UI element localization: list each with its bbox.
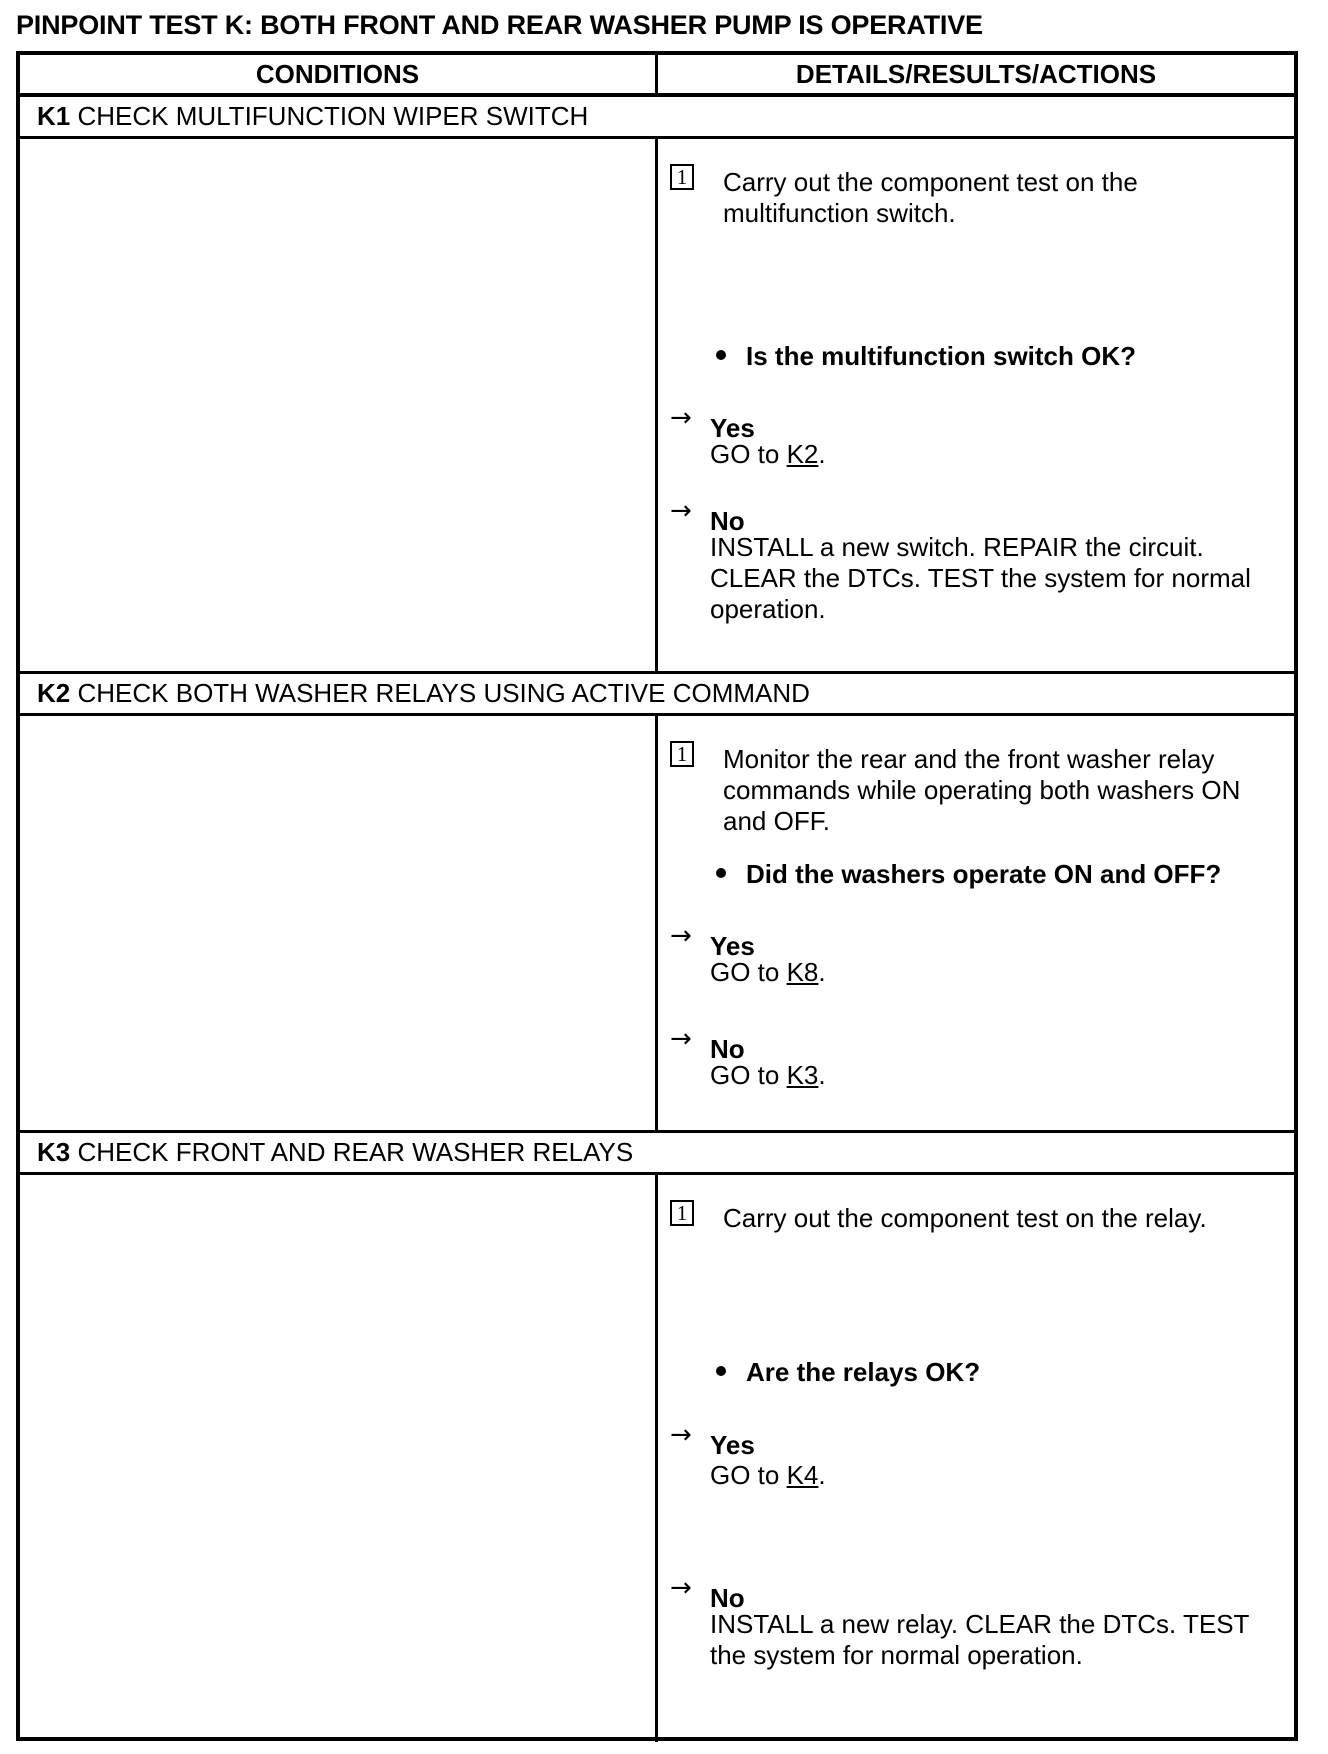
- question-text: Did the washers operate ON and OFF?: [746, 859, 1222, 889]
- header-divider: [20, 93, 1294, 97]
- k3-top-divider: [20, 1130, 1294, 1133]
- arrow-right-icon: →: [670, 403, 692, 433]
- step-id: K2: [37, 678, 71, 708]
- step-id: K1: [37, 101, 71, 131]
- arrow-right-icon: →: [670, 496, 692, 526]
- result-line: CLEAR the DTCs. TEST the system for normal: [710, 563, 1251, 593]
- arrow-right-icon: →: [670, 1024, 692, 1054]
- result-yes-text: [710, 439, 826, 470]
- step-title-k1: [37, 101, 588, 132]
- goto-link-k2[interactable]: K2: [786, 439, 819, 469]
- result-yes-label: Yes: [710, 931, 755, 961]
- result-no-text: [710, 532, 1251, 625]
- pinpoint-test-table: [16, 51, 1298, 1741]
- arrow-right-icon: →: [670, 921, 692, 951]
- question: [716, 859, 1221, 890]
- instruction-line: multifunction switch.: [723, 198, 956, 228]
- result-yes-label: Yes: [710, 1430, 755, 1460]
- result-no-label: No: [710, 1034, 745, 1064]
- question: [716, 341, 1136, 372]
- result-text-prefix: GO to: [710, 439, 787, 469]
- details-header: DETAILS/RESULTS/ACTIONS: [795, 59, 1157, 89]
- instruction-line: commands while operating both washers ON: [723, 775, 1241, 805]
- question: [716, 1357, 980, 1388]
- result-line: operation.: [710, 594, 826, 624]
- step-title-text: CHECK MULTIFUNCTION WIPER SWITCH: [77, 101, 589, 131]
- result-no-text: [710, 1609, 1249, 1671]
- result-text-suffix: .: [818, 439, 826, 469]
- step-title-text: CHECK FRONT AND REAR WASHER RELAYS: [77, 1137, 634, 1167]
- instruction-line: Carry out the component test on the: [723, 167, 1138, 197]
- result-text-prefix: GO to: [710, 957, 787, 987]
- result-text-suffix: .: [818, 957, 826, 987]
- instruction-text: [723, 1203, 1207, 1234]
- bullet-icon: [716, 868, 726, 878]
- arrow-right-icon: →: [670, 1573, 692, 1603]
- step-id: K3: [37, 1137, 71, 1167]
- instruction-text: [723, 167, 1138, 229]
- step-number-box: 1: [670, 741, 694, 767]
- question-text: Are the relays OK?: [746, 1357, 981, 1387]
- result-line: the system for normal operation.: [710, 1640, 1083, 1670]
- step-title-k2: [37, 678, 810, 709]
- step-title-k3: [37, 1137, 633, 1168]
- step-title-text: CHECK BOTH WASHER RELAYS USING ACTIVE COMMAND: [77, 678, 810, 708]
- result-yes-label: Yes: [710, 413, 755, 443]
- result-yes-text: [710, 1460, 826, 1491]
- goto-link-k4[interactable]: K4: [786, 1460, 819, 1490]
- instruction-line: Monitor the rear and the front washer relay: [723, 744, 1215, 774]
- step-number-box: 1: [670, 164, 694, 190]
- result-text-prefix: GO to: [710, 1060, 787, 1090]
- result-text-suffix: .: [818, 1460, 826, 1490]
- bullet-icon: [716, 350, 726, 360]
- instruction-line: Carry out the component test on the relay.: [723, 1203, 1207, 1233]
- arrow-right-icon: →: [670, 1420, 692, 1450]
- goto-link-k8[interactable]: K8: [786, 957, 819, 987]
- result-text-prefix: GO to: [710, 1460, 787, 1490]
- result-text-suffix: .: [818, 1060, 826, 1090]
- page-title: PINPOINT TEST K: BOTH FRONT AND REAR WASHER PUMP IS OPERATIVE: [16, 10, 983, 40]
- goto-link-k3[interactable]: K3: [786, 1060, 819, 1090]
- result-line: INSTALL a new relay. CLEAR the DTCs. TEST: [710, 1609, 1250, 1639]
- conditions-header: CONDITIONS: [255, 59, 420, 89]
- bullet-icon: [716, 1366, 726, 1376]
- k3-column-divider: [655, 1172, 658, 1742]
- result-no-label: No: [710, 506, 745, 536]
- instruction-text: [723, 744, 1240, 837]
- result-no-text: [710, 1060, 826, 1091]
- instruction-line: and OFF.: [723, 806, 830, 836]
- step-number-box: 1: [670, 1200, 694, 1226]
- k2-column-divider: [655, 713, 658, 1130]
- result-line: INSTALL a new switch. REPAIR the circuit.: [710, 532, 1204, 562]
- k2-top-divider: [20, 671, 1294, 674]
- result-yes-text: [710, 957, 826, 988]
- question-text: Is the multifunction switch OK?: [746, 341, 1136, 371]
- k1-column-divider: [655, 136, 658, 671]
- result-no-label: No: [710, 1583, 745, 1613]
